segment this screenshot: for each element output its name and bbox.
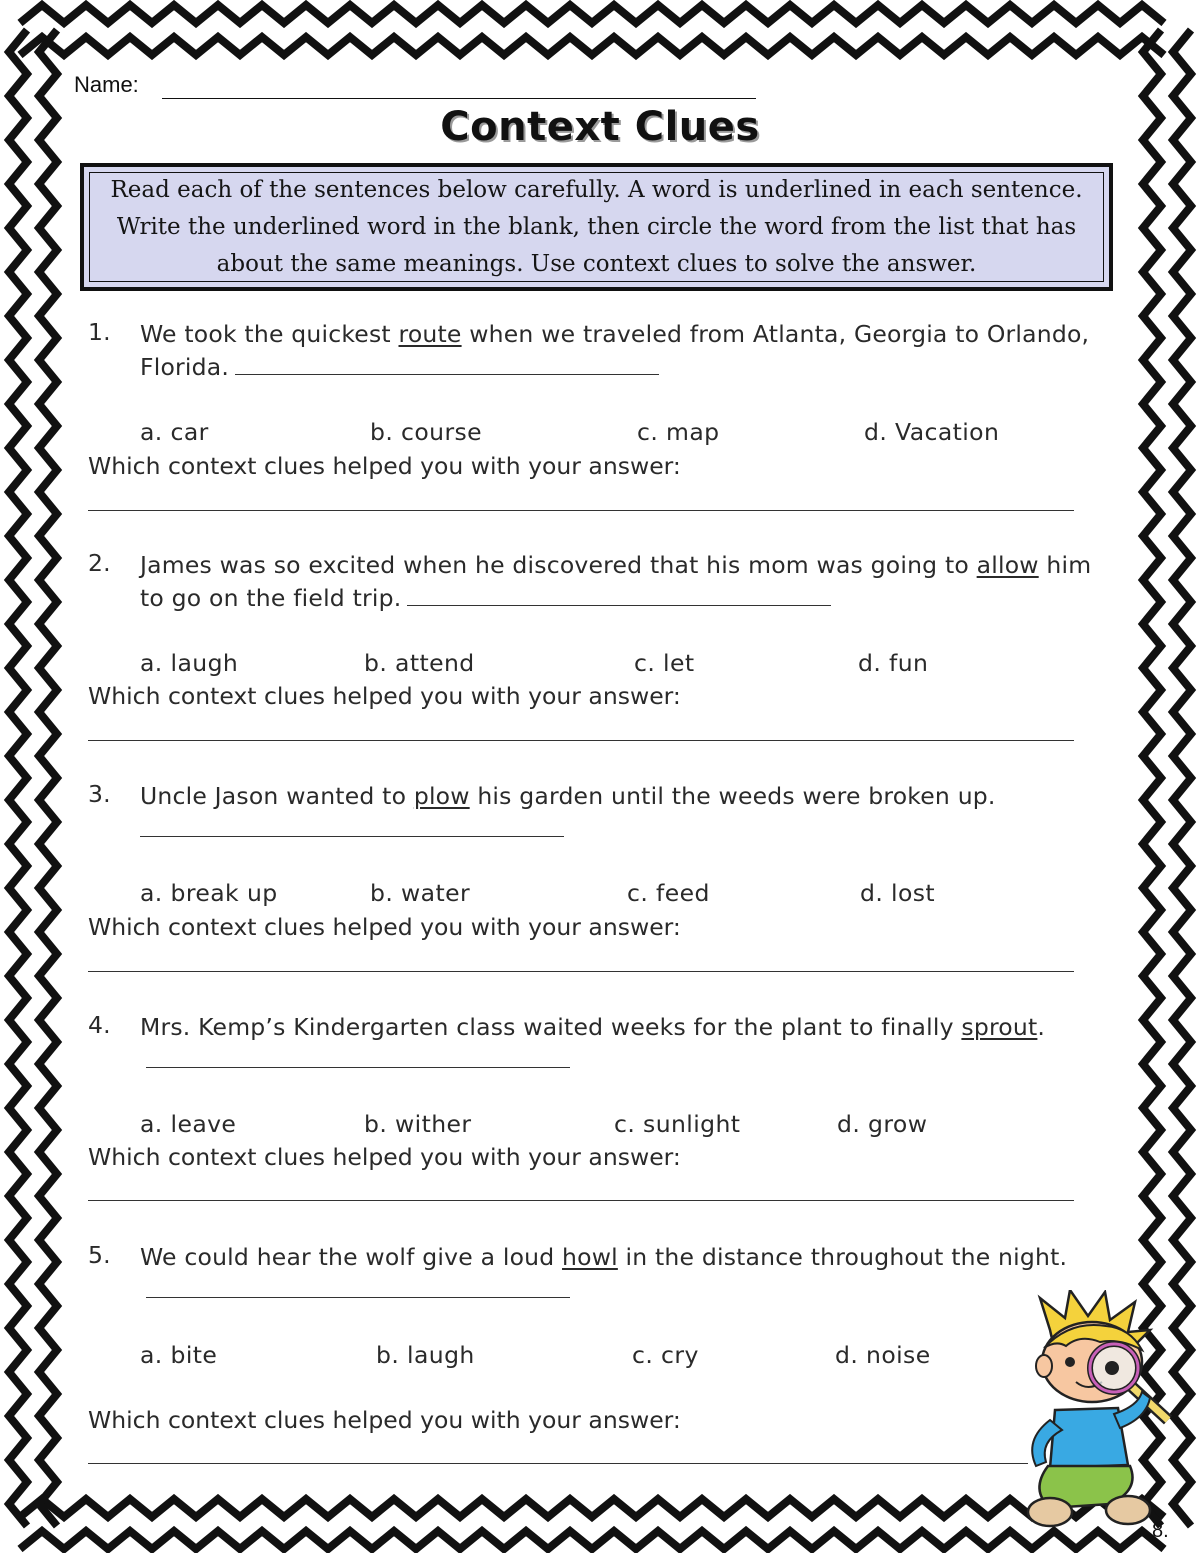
option-a[interactable]: a. car — [140, 418, 209, 446]
border-zigzag — [39, 30, 57, 1526]
option-c[interactable]: c. cry — [632, 1341, 699, 1369]
option-c[interactable]: c. let — [634, 649, 695, 677]
clue-answer-line[interactable] — [88, 1463, 1028, 1464]
option-b[interactable]: b. attend — [364, 649, 475, 677]
answer-blank[interactable] — [146, 1047, 570, 1068]
option-d[interactable]: d. noise — [835, 1341, 931, 1369]
option-d[interactable]: d. fun — [858, 649, 929, 677]
boy-with-magnifying-glass-icon — [1010, 1290, 1180, 1530]
clue-prompt: Which context clues helped you with your answer: — [88, 682, 681, 710]
name-label: Name: — [74, 72, 139, 97]
underlined-word: sprout — [961, 1013, 1038, 1041]
option-c[interactable]: c. map — [637, 418, 720, 446]
page-number: 8. — [1152, 1520, 1169, 1542]
clue-answer-line[interactable] — [88, 510, 1074, 511]
underlined-word: allow — [976, 551, 1039, 579]
option-d[interactable]: d. lost — [860, 879, 936, 907]
underlined-word: route — [398, 320, 462, 348]
question-sentence: We could hear the wolf give a loud howl in the distance throughout the night. — [140, 1241, 1110, 1307]
clue-answer-line[interactable] — [88, 740, 1074, 741]
clue-prompt: Which context clues helped you with your answer: — [88, 1406, 681, 1434]
border-zigzag — [20, 1499, 1164, 1517]
clue-prompt: Which context clues helped you with your answer: — [88, 913, 681, 941]
clue-answer-line[interactable] — [88, 971, 1074, 972]
option-b[interactable]: b. laugh — [376, 1341, 475, 1369]
option-b[interactable]: b. course — [370, 418, 483, 446]
border-zigzag — [20, 1531, 1164, 1549]
option-b[interactable]: b. water — [370, 879, 471, 907]
question-sentence: We took the quickest route when we traveled from Atlanta, Georgia to Orlando, Florida. — [140, 320, 1090, 381]
clue-prompt: Which context clues helped you with your answer: — [88, 452, 681, 480]
answer-blank[interactable] — [407, 585, 831, 606]
instructions-box — [80, 163, 1113, 291]
option-d[interactable]: d. grow — [837, 1110, 928, 1138]
question-number: 5. — [88, 1241, 111, 1269]
clue-answer-line[interactable] — [88, 1200, 1074, 1201]
question-number: 3. — [88, 780, 111, 808]
option-a[interactable]: a. bite — [140, 1341, 218, 1369]
option-c[interactable]: c. sunlight — [614, 1110, 741, 1138]
underlined-word: plow — [413, 782, 470, 810]
page-title: Context Clues — [440, 104, 760, 150]
option-c[interactable]: c. feed — [627, 879, 710, 907]
answer-blank[interactable] — [146, 1277, 570, 1298]
instructions-text: Read each of the sentences below carefully. A word is underlined in each sentence. Write the underlined word in the blank, then circle the word from the list that has about the same meanings. Use context clues to solve the answer. — [110, 176, 1083, 277]
option-d[interactable]: d. Vacation — [864, 418, 1000, 446]
underlined-word: howl — [562, 1243, 618, 1271]
answer-blank[interactable] — [140, 816, 564, 837]
answer-blank[interactable] — [235, 354, 659, 375]
border-zigzag — [9, 30, 27, 1526]
question-number: 1. — [88, 318, 111, 346]
question-number: 4. — [88, 1011, 111, 1039]
clue-prompt: Which context clues helped you with your answer: — [88, 1143, 681, 1171]
border-zigzag — [20, 5, 1164, 23]
name-blank[interactable] — [162, 98, 756, 99]
option-a[interactable]: a. break up — [140, 879, 278, 907]
border-zigzag — [20, 37, 1164, 55]
option-a[interactable]: a. laugh — [140, 649, 239, 677]
question-sentence: James was so excited when he discovered that his mom was going to allow him to go on the field trip. — [140, 551, 1092, 612]
option-b[interactable]: b. wither — [364, 1110, 472, 1138]
question-sentence: Uncle Jason wanted to plow his garden until the weeds were broken up. — [140, 780, 1110, 846]
question-number: 2. — [88, 549, 111, 577]
question-sentence: Mrs. Kemp’s Kindergarten class waited weeks for the plant to finally sprout. — [140, 1011, 1110, 1077]
option-a[interactable]: a. leave — [140, 1110, 237, 1138]
